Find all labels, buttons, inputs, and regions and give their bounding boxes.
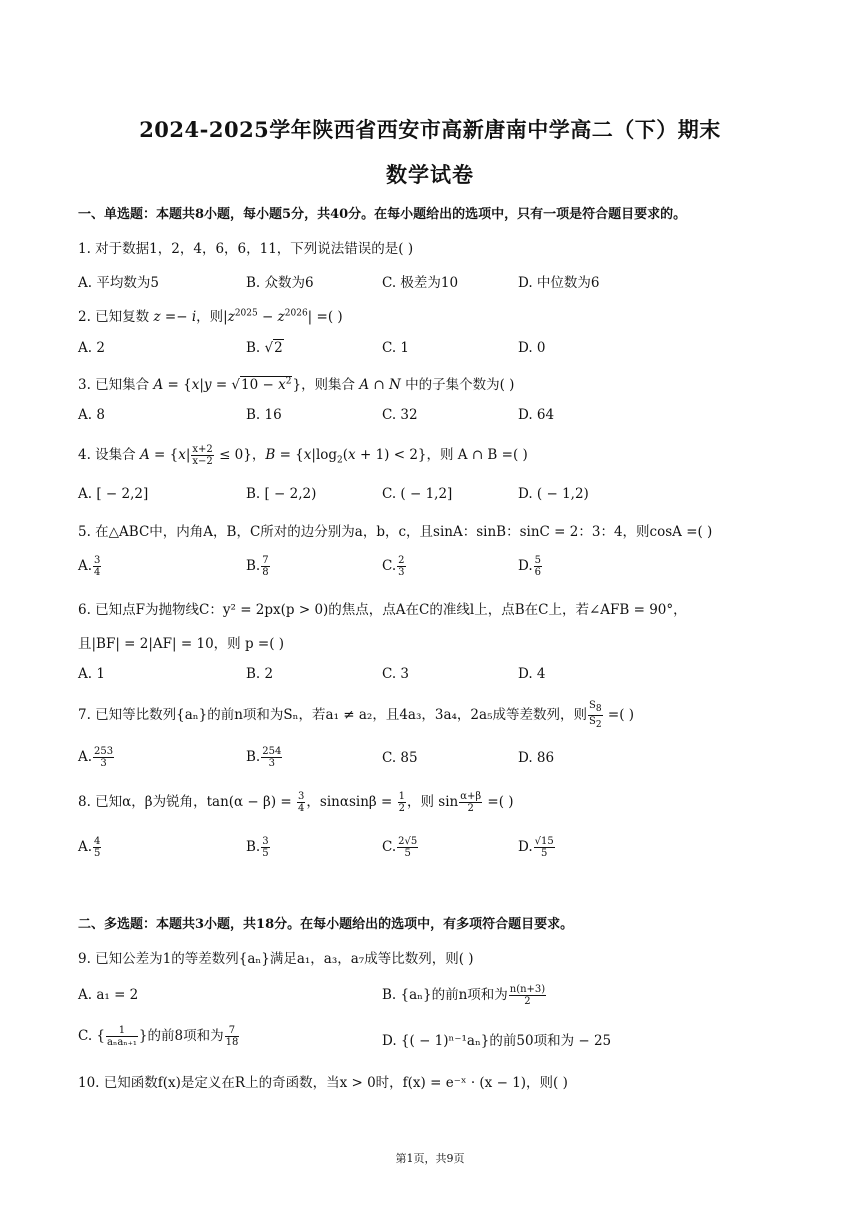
option-c: C. $\frac{2}{3}$ bbox=[382, 555, 405, 578]
question-7: 7. 已知等比数列{aₙ}的前n项和为Sₙ，若a₁ ≠ a₂，且4a₃，3a₄，2a₅成等差数列，则 $\frac{S_8}{S_2}$ =( ) bbox=[78, 700, 635, 730]
option-d: D. ( − 1,2) bbox=[518, 486, 589, 502]
option-b: B. $\frac{254}{3}$ bbox=[246, 746, 282, 769]
question-2-options bbox=[78, 340, 798, 366]
option-d: D. 64 bbox=[518, 407, 555, 423]
option-c: C. 极差为10 bbox=[382, 275, 459, 291]
option-b: B. 16 bbox=[246, 407, 282, 423]
option-a: A. a₁ = 2 bbox=[78, 987, 139, 1003]
exam-subtitle: 数学试卷 bbox=[386, 162, 474, 187]
option-d: D. {( − 1)ⁿ⁻¹aₙ}的前50项和为 − 25 bbox=[382, 1033, 612, 1049]
option-b: B. 2 bbox=[246, 666, 274, 682]
option-c: C. ( − 1,2] bbox=[382, 486, 453, 502]
option-d: D. 0 bbox=[518, 340, 546, 356]
question-5: 5. 在△ABC中，内角A，B，C所对的边分别为a，b，c，且sinA：sinB：sinC = 2：3：4，则cosA =( ) bbox=[78, 524, 713, 540]
option-a: A. 平均数为5 bbox=[78, 275, 159, 291]
option-a: A. $\frac{3}{4}$ bbox=[78, 555, 101, 578]
exam-title: 2024-2025学年陕西省西安市高新唐南中学高二（下）期末 bbox=[139, 117, 721, 142]
option-d: D. 86 bbox=[518, 750, 555, 766]
question-9: 9. 已知公差为1的等差数列{aₙ}满足a₁，a₃，a₇成等比数列，则( ) bbox=[78, 951, 474, 967]
question-6-line-1: 6. 已知点F为抛物线C：y² = 2px(p > 0)的焦点，点A在C的准线l上，点B在C上，若∠AFB = 90°， bbox=[78, 602, 687, 618]
question-4-options bbox=[78, 486, 798, 512]
option-d: D. $\frac{5}{6}$ bbox=[518, 555, 542, 578]
question-6-line-2: 且|BF| = 2|AF| = 10，则 p =( ) bbox=[78, 636, 285, 652]
option-c: C. 85 bbox=[382, 750, 418, 766]
question-1: 1. 对于数据1，2，4，6，6，11，下列说法错误的是( ) bbox=[78, 241, 414, 257]
question-7-options bbox=[78, 746, 798, 780]
option-b: B. $\frac{7}{8}$ bbox=[246, 555, 269, 578]
option-a: A. 8 bbox=[78, 407, 105, 423]
question-9-options-row-1 bbox=[78, 983, 798, 1015]
option-a: A. $\frac{4}{5}$ bbox=[78, 836, 101, 859]
section-multiple-choice: 二、多选题：本题共3小题，共18分。在每小题给出的选项中，有多项符合题目要求。 bbox=[78, 917, 574, 932]
question-3: 3. 已知集合 $A = \{x|y = √10 - x^2\}$，则集合 A ∩ N 中的子集个数为( ) bbox=[78, 376, 515, 393]
option-a: A. $\frac{253}{3}$ bbox=[78, 746, 114, 769]
question-8-options bbox=[78, 836, 798, 870]
option-c: C. 32 bbox=[382, 407, 418, 423]
page-footer: 第1页，共9页 bbox=[395, 1152, 465, 1165]
question-4: 4. 设集合 A = {x| $\frac{x+2}{x-2}$ ≤ 0}，$B = \{x|\log_2(x + 1) < 2\}$，则 A ∩ B =( ) bbox=[78, 444, 528, 467]
option-c: C. 3 bbox=[382, 666, 410, 682]
option-b: B. √2 bbox=[246, 340, 283, 356]
option-c: C. 1 bbox=[382, 340, 410, 356]
option-a: A. 2 bbox=[78, 340, 105, 356]
option-b: B. {aₙ}的前n项和为 $\frac{n(n+3)}{2}$ bbox=[382, 984, 546, 1007]
option-b: B. 众数为6 bbox=[246, 275, 314, 291]
option-d: D. 中位数为6 bbox=[518, 275, 600, 291]
option-b: B. $\frac{3}{5}$ bbox=[246, 836, 269, 859]
question-9-options-row-2 bbox=[78, 1024, 798, 1058]
question-1-options bbox=[78, 271, 798, 297]
option-a: A. [ − 2,2] bbox=[78, 486, 149, 502]
option-b: B. [ − 2,2) bbox=[246, 486, 317, 502]
option-a: A. 1 bbox=[78, 666, 105, 682]
option-d: D. $\frac{√15}{5}$ bbox=[518, 836, 554, 859]
question-6-options bbox=[78, 666, 798, 692]
option-c: C. $\frac{2√5}{5}$ bbox=[382, 836, 418, 859]
question-10: 10. 已知函数f(x)是定义在R上的奇函数，当x > 0时，f(x) = e⁻ˣ · (x − 1)，则( ) bbox=[78, 1075, 568, 1091]
question-5-options bbox=[78, 555, 798, 589]
question-2: 2. 已知复数 z =− i，则$|z^{2025} - z^{2026}|$ =( ) bbox=[78, 308, 343, 325]
question-3-options bbox=[78, 407, 798, 433]
option-c: C. { $\frac{1}{\text{aₙaₙ₊₁}}$ }的前8项和为 $\frac{7}{18}$ bbox=[78, 1025, 239, 1048]
section-single-choice: 一、单选题：本题共8小题，每小题5分，共40分。在每小题给出的选项中，只有一项是符合题目要求的。 bbox=[78, 207, 687, 222]
question-8: 8. 已知α，β为锐角，tan(α − β) = $\frac{3}{4}$ ，sinαsinβ = $\frac{1}{2}$ ，则 sin $\frac{\alpha+\beta}{2}$ =( ) bbox=[78, 791, 514, 814]
option-d: D. 4 bbox=[518, 666, 546, 682]
